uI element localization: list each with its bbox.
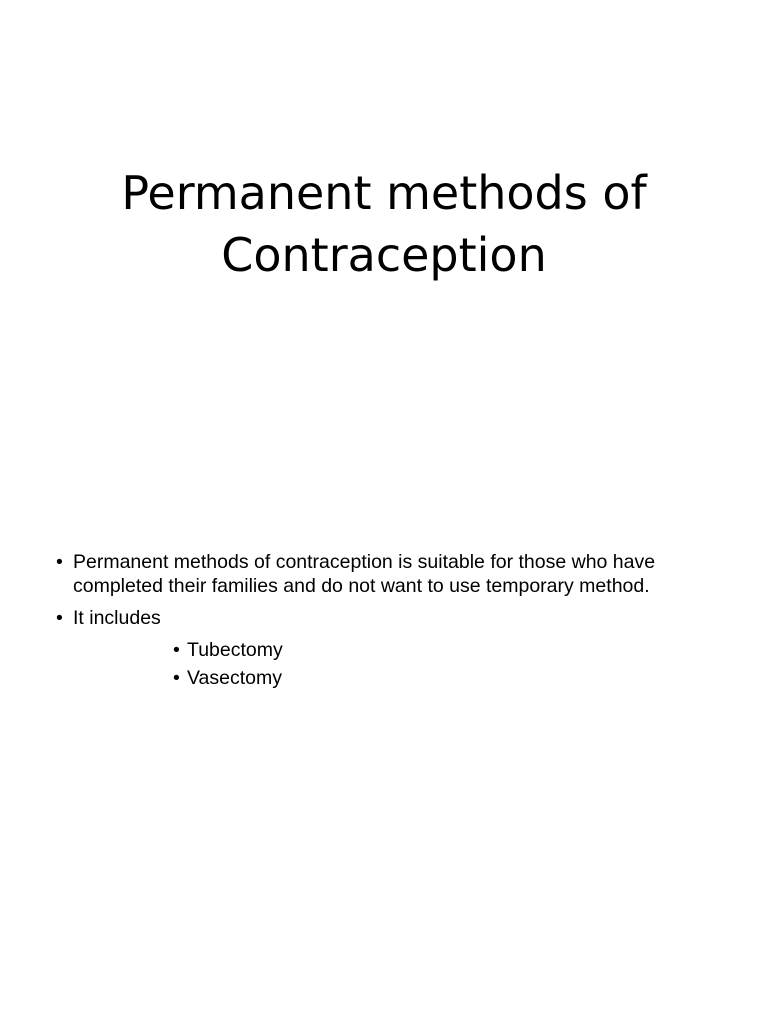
bullet-dot: • — [173, 667, 180, 689]
bullet-text-line-1: Permanent methods of contraception is suitable for those who have — [73, 551, 656, 573]
sub-bullet-text: Tubectomy — [187, 639, 283, 661]
bullet-text: It includes — [73, 607, 161, 629]
bullet-dot: • — [56, 551, 63, 573]
sub-bullet-text: Vasectomy — [187, 667, 283, 689]
slide-body — [56, 550, 736, 694]
bullet-item — [56, 550, 736, 598]
bullet-item — [56, 606, 736, 630]
sub-bullet-item — [56, 666, 736, 690]
sub-bullet-item — [56, 638, 736, 662]
slide-title — [40, 162, 728, 286]
bullet-dot: • — [56, 607, 63, 629]
bullet-text-line-2: completed their families and do not want to use temporary method. — [73, 575, 650, 597]
bullet-dot: • — [173, 639, 180, 661]
slide-title-line-2: Contraception — [221, 228, 547, 282]
slide-title-line-1: Permanent methods of — [121, 166, 647, 220]
